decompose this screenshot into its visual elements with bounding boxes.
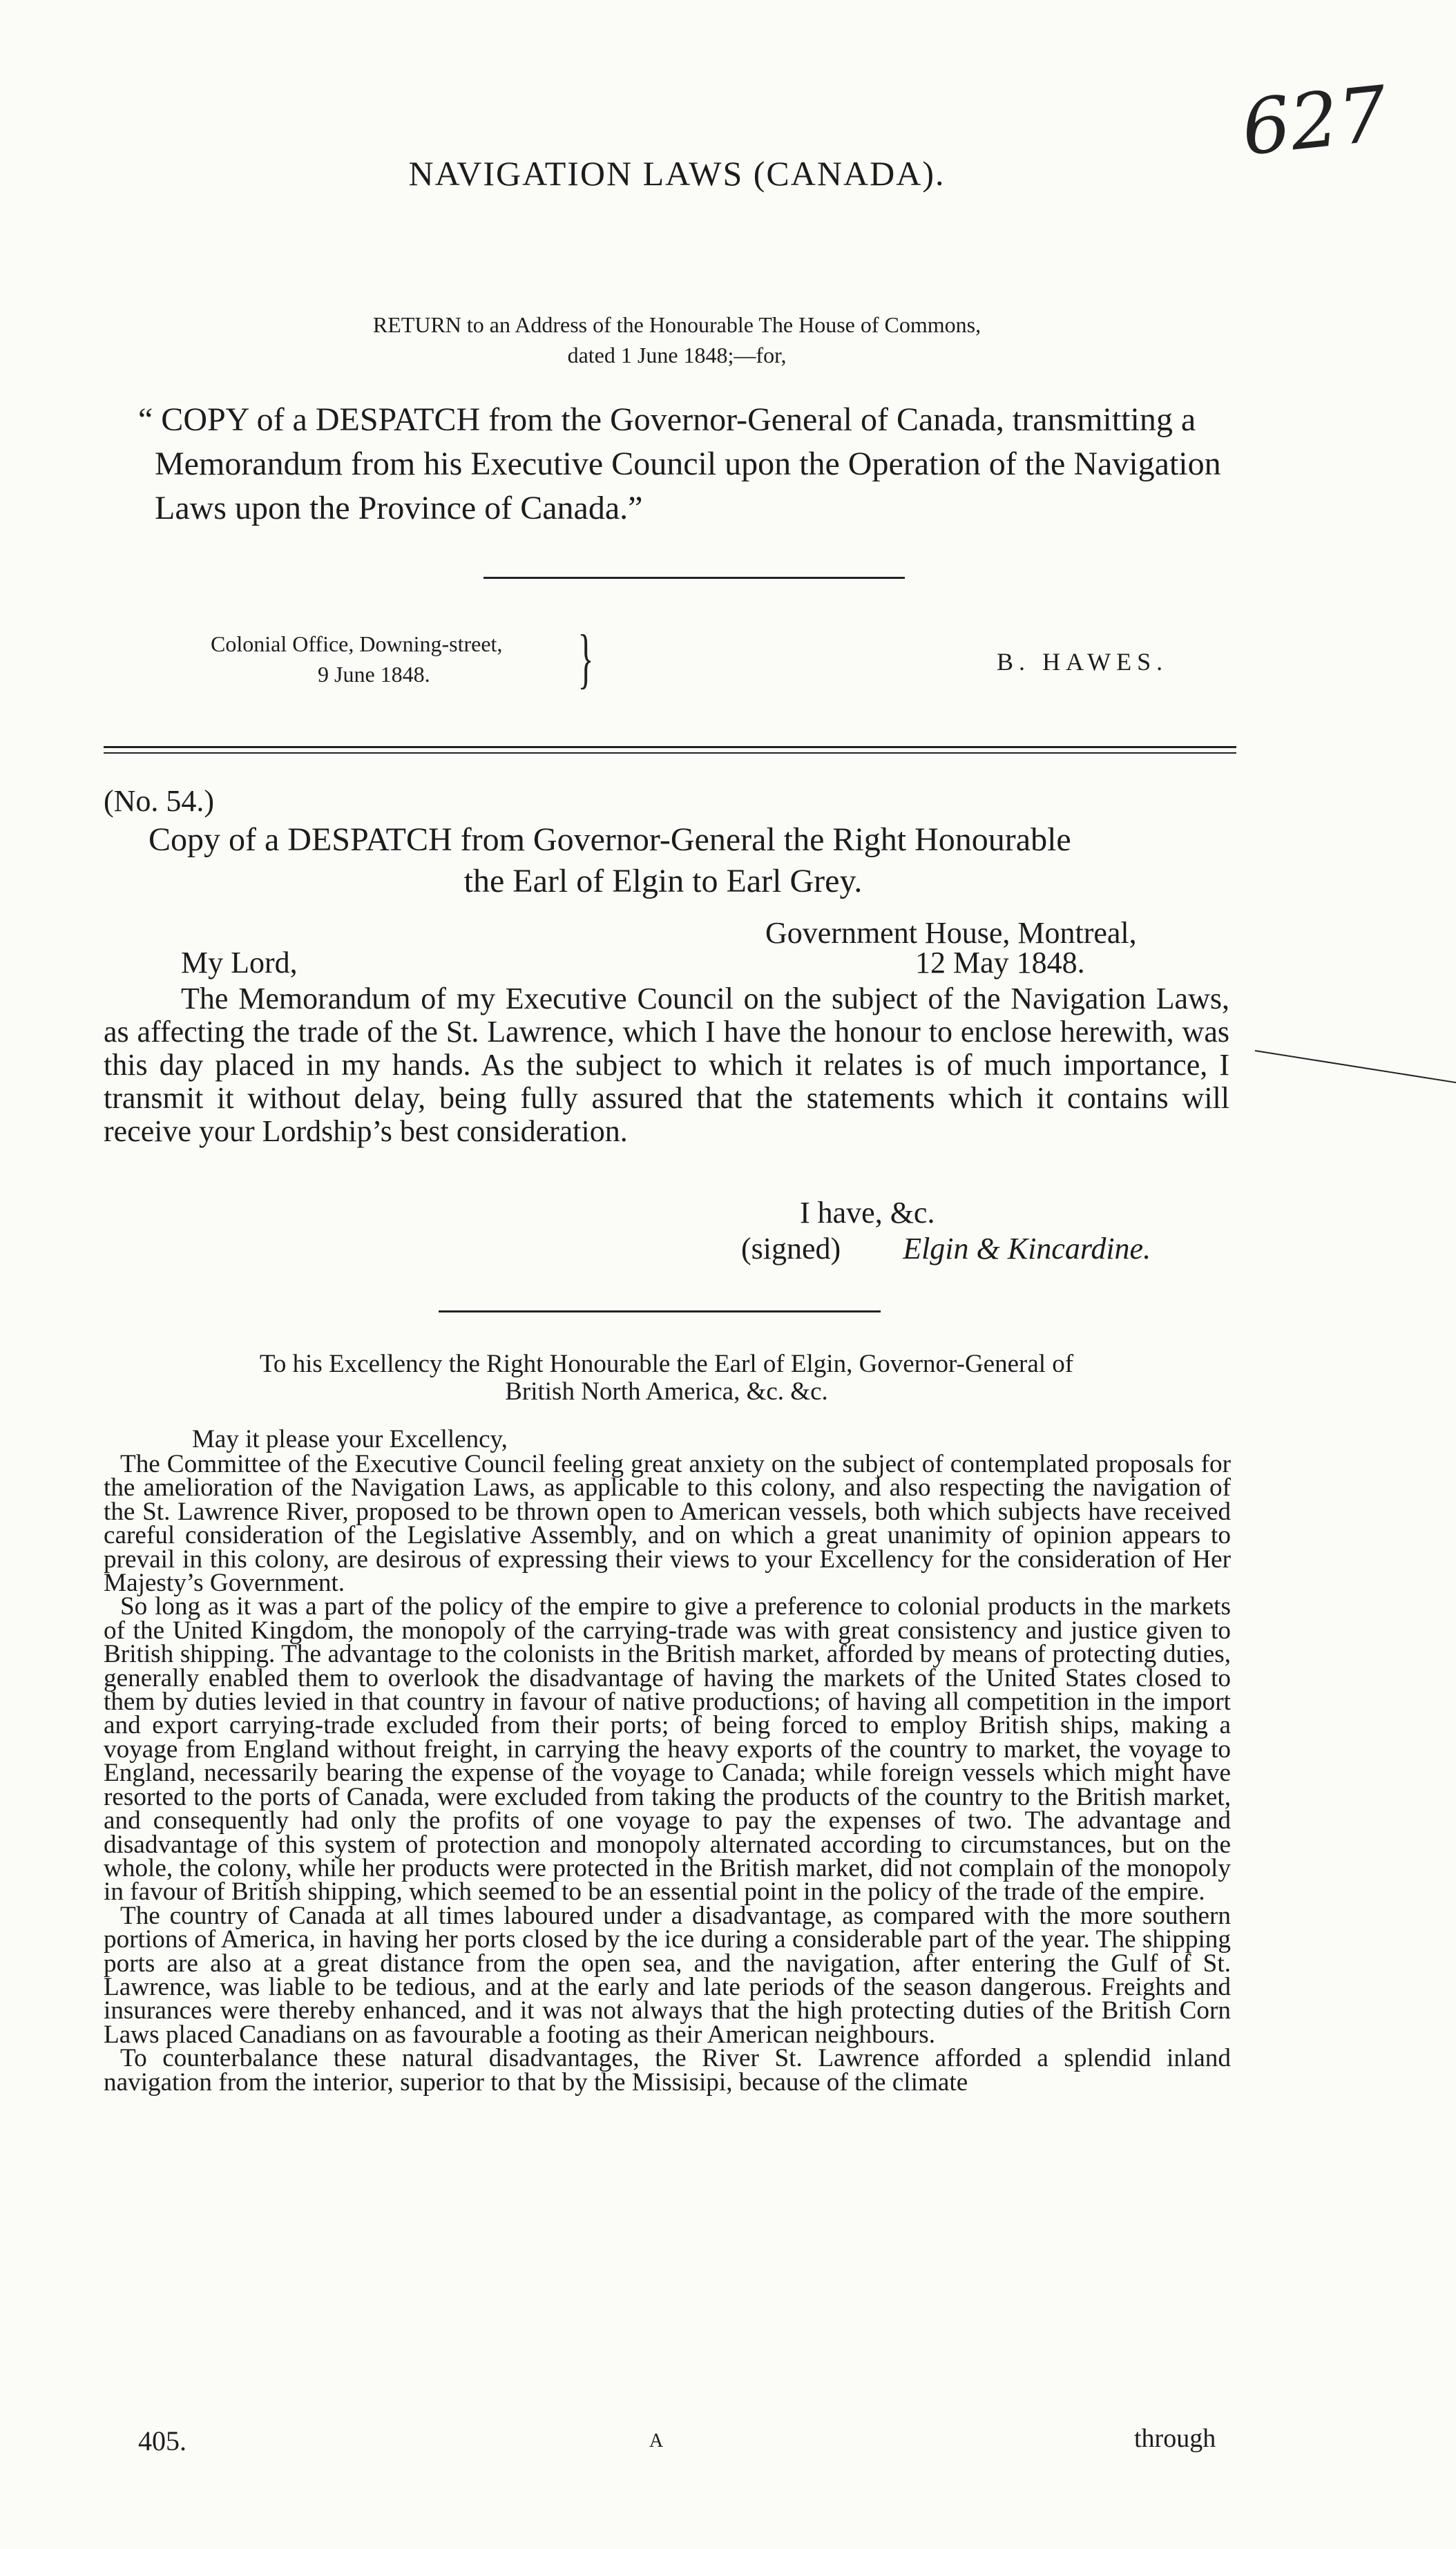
footer-signature-mark: A: [649, 2430, 664, 2452]
divider-rule: [483, 577, 905, 579]
memo-address-line-2: British North America, &c. &c.: [505, 1377, 828, 1406]
divider-rule-2: [439, 1310, 881, 1312]
return-line: [0, 309, 1354, 370]
despatch-heading-line-1: Copy of a DESPATCH from Governor-General the Right Honourable: [149, 821, 1071, 858]
memo-address-line-1: To his Excellency the Right Honourable the Earl of Elgin, Governor-General of: [259, 1350, 1074, 1378]
memo-paragraph: The Committee of the Executive Council feeling great anxiety on the subject of contemplated proposals for the amelioration of the Navigation Laws, as applicable to this colony, and also respecting the navigation of the St. Lawrence River, proposed to be thrown open to American vessels, both which subjects have received careful consideration of the Legislative Assembly, and on which a great unanimity of opinion appears to prevail in this colony, are desirous of expressing their views to your Excellency for the consideration of Her Majesty’s Government.: [104, 1450, 1231, 1598]
memo-salutation: May it please your Excellency,: [192, 1425, 508, 1453]
memo-address: [104, 1350, 1229, 1406]
memorandum-body: [104, 1450, 1231, 2097]
letter-closing: I have, &c.: [800, 1196, 935, 1230]
return-line-2: dated 1 June 1848;—for,: [567, 343, 787, 367]
footer-page-number: 405.: [138, 2425, 186, 2456]
footer-catchword: through: [1134, 2424, 1216, 2453]
memo-paragraph: To counterbalance these natural disadvantages, the River St. Lawrence afforded a splendid inland navigation from the interior, superior to that by the Missisipi, because of the climate: [104, 2044, 1231, 2097]
page-title: NAVIGATION LAWS (CANADA).: [408, 154, 946, 193]
office-address: [211, 629, 502, 689]
letter-body: The Memorandum of my Executive Council on the subject of the Navigation Laws, as affecting the trade of the St. Lawrence, which I have the honour to enclose herewith, was this day placed in my hands. As the subject to which it relates is of much importance, I transmit it without delay, being fully assured that the statements which it contains will receive your Lordship’s best consideration.: [104, 982, 1229, 1148]
memo-paragraph: The country of Canada at all times laboured under a disadvantage, as compared with the more southern portions of America, in having her ports closed by the ice during a considerable part of the year. The shipping ports are also at a great distance from the open sea, and the navigation, after entering the Gulf of St. Lawrence, was liable to be tedious, and at the early and late periods of the season dangerous. Freights and insurances were thereby enhanced, and it was not always that the high protecting duties of the British Corn Laws placed Canadians on as favourable a footing as their American neighbours.: [104, 1901, 1231, 2049]
signed-name: Elgin & Kincardine.: [903, 1232, 1151, 1266]
margin-pointer-line: [1255, 1050, 1456, 1084]
despatch-heading: [138, 819, 1243, 902]
signed-label: (signed): [741, 1232, 841, 1266]
copy-heading: “ COPY of a DESPATCH from the Governor-General of Canada, transmitting a Memorandum from his Executive Council upon the Operation of the Navigation Laws upon the Province of Canada.”: [138, 401, 1221, 526]
memo-paragraph: So long as it was a part of the policy of the empire to give a preference to colonial products in the markets of the United Kingdom, the monopoly of the carrying-trade was with great consistency and justice given to British shipping. The advantage to the colonists in the British market, afforded by means of protecting duties, generally enabled them to overlook the disadvantage of having the markets of the United States closed to them by duties levied in that country in favour of native productions; of having all competition in the import and export carrying-trade excluded from their ports; of being forced to employ British ships, making a voyage from England without freight, in carrying the heavy exports of the country to market, the voyage to England, necessarily bearing the expense of the voyage to Canada; while foreign vessels which might have resorted to the ports of Canada, were excluded from taking the products of the country to the British market, and consequently had only the profits of one voyage to pay the expenses of two. The advantage and disadvantage of this system of protection and monopoly alternated according to circumstances, but on the whole, the colony, while her products were protected in the British market, did not complain of the monopoly in favour of British shipping, which seemed to be an essential point in the policy of the trade of the empire.: [104, 1592, 1231, 1907]
letter-address-from: Government House, Montreal,: [765, 916, 1137, 950]
brace-icon: }: [577, 621, 594, 695]
signer-name: B. HAWES.: [997, 648, 1169, 676]
letter-signature: [741, 1231, 1151, 1266]
double-divider-rule: [104, 746, 1236, 754]
despatch-number: (No. 54.): [104, 784, 215, 818]
letter-salutation: My Lord,: [181, 946, 298, 980]
handwritten-page-number: 627: [1237, 69, 1392, 173]
return-line-1: RETURN to an Address of the Honourable The House of Commons,: [372, 312, 981, 337]
office-line-2: 9 June 1848.: [318, 662, 430, 687]
despatch-heading-line-2: the Earl of Elgin to Earl Grey.: [463, 863, 863, 899]
office-line-1: Colonial Office, Downing-street,: [211, 631, 503, 656]
letter-date: 12 May 1848.: [915, 946, 1085, 980]
